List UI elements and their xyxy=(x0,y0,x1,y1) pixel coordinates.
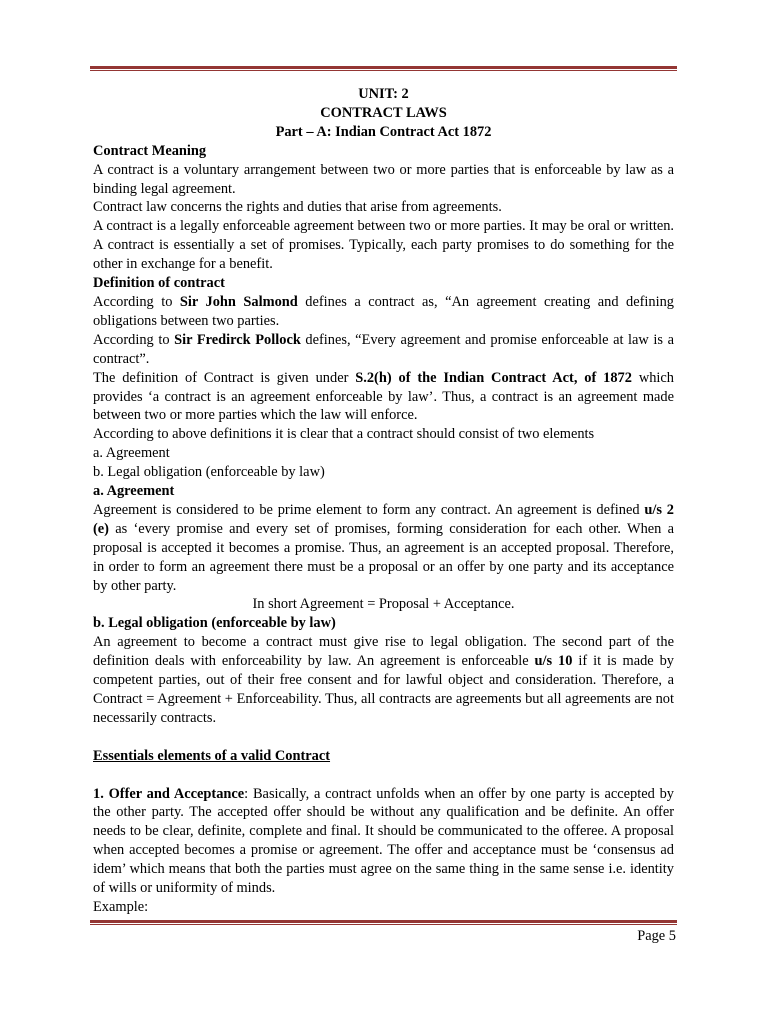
page-number: Page 5 xyxy=(637,928,676,944)
spacer xyxy=(93,766,674,785)
salmond-definition xyxy=(93,293,674,331)
salmond-pre: According to xyxy=(93,293,180,310)
offer-acceptance-title: 1. Offer and Acceptance xyxy=(93,785,245,802)
act-post: which provides ‘a contract is an agreement enforceable by law’. Thus, a contract is an agreement made between two or more parties which the law will enforce. xyxy=(93,369,674,424)
essentials-heading: Essentials elements of a valid Contract xyxy=(93,747,331,764)
agreement-paragraph xyxy=(93,501,674,596)
salmond-name: Sir John Salmond xyxy=(179,293,298,310)
offer-acceptance-text: : Basically, a contract unfolds when an offer by one party is accepted by the other party. The accepted offer should be without any qualification and be definite. An offer needs to be clear, definite, complete and final. It should be communicated to the offeree. A proposal when accepted becomes a promise or agreement. The offer and acceptance must be ‘consensus ad idem’ which means that both the parties must agree on the same thing in the same sense i.e. identity of wills or uniformity of minds. xyxy=(93,785,674,897)
part-title: Part – A: Indian Contract Act 1872 xyxy=(275,123,492,140)
legal-reference: u/s 10 xyxy=(534,653,573,670)
pollock-definition xyxy=(93,331,674,369)
contract-meaning-heading: Contract Meaning xyxy=(93,142,207,159)
element-b: b. Legal obligation (enforceable by law) xyxy=(93,464,325,481)
unit-title: UNIT: 2 xyxy=(358,86,409,102)
elements-intro: According to above definitions it is clear that a contract should consist of two elements xyxy=(93,426,595,443)
element-a: a. Agreement xyxy=(93,445,170,462)
pollock-post: defines, “Every agreement and promise enforceable at law is a contract”. xyxy=(93,331,674,367)
agreement-post: as ‘every promise and every set of promises, forming consideration for each other. When a proposal is accepted it becomes a promise. Thus, an agreement is an accepted proposal. Therefore, in order to form an agreement there must be a proposal or an offer by one party and its acceptance by other party. xyxy=(93,520,674,594)
example-label: Example: xyxy=(93,898,149,915)
meaning-paragraph-3: A contract is a legally enforceable agreement between two or more parties. It may be oral or written. A contract is essentially a set of promises. Typically, each party promises to do something for the other in exchange for a benefit. xyxy=(93,218,674,273)
meaning-paragraph-2: Contract law concerns the rights and duties that arise from agreements. xyxy=(93,199,502,216)
definition-heading: Definition of contract xyxy=(93,275,225,292)
offer-acceptance-paragraph xyxy=(93,785,674,898)
legal-obligation-paragraph xyxy=(93,633,674,728)
legal-obligation-heading: b. Legal obligation (enforceable by law) xyxy=(93,615,336,632)
document-body xyxy=(93,85,674,917)
legal-post: if it is made by competent parties, out of their free consent and for lawful object and consideration. Therefore, a Contract = Agreement + Enforceability. Thus, all contracts are agreements but all agreements are not necessarily contracts. xyxy=(93,653,674,726)
header-rule xyxy=(90,66,677,71)
pollock-pre: According to xyxy=(93,331,175,348)
act-definition xyxy=(93,369,674,426)
agreement-formula: In short Agreement = Proposal + Acceptance. xyxy=(252,596,515,613)
footer-rule xyxy=(90,920,677,925)
agreement-heading: a. Agreement xyxy=(93,483,175,500)
meaning-paragraph-1: A contract is a voluntary arrangement between two or more parties that is enforceable by law as a binding legal agreement. xyxy=(93,161,674,197)
legal-pre: An agreement to become a contract must give rise to legal obligation. The second part of the definition deals with enforceability by law. An agreement is enforceable xyxy=(93,634,674,670)
act-pre: The definition of Contract is given under xyxy=(93,369,356,386)
pollock-name: Sir Fredirck Pollock xyxy=(174,331,301,348)
agreement-pre: Agreement is considered to be prime element to form any contract. An agreement is defined xyxy=(93,501,645,518)
spacer xyxy=(93,728,674,747)
salmond-post: defines a contract as, “An agreement creating and defining obligations between two parties. xyxy=(93,293,674,329)
agreement-reference: u/s 2 (e) xyxy=(93,501,674,537)
act-reference: S.2(h) of the Indian Contract Act, of 1872 xyxy=(355,369,632,386)
document-title: CONTRACT LAWS xyxy=(320,104,447,121)
